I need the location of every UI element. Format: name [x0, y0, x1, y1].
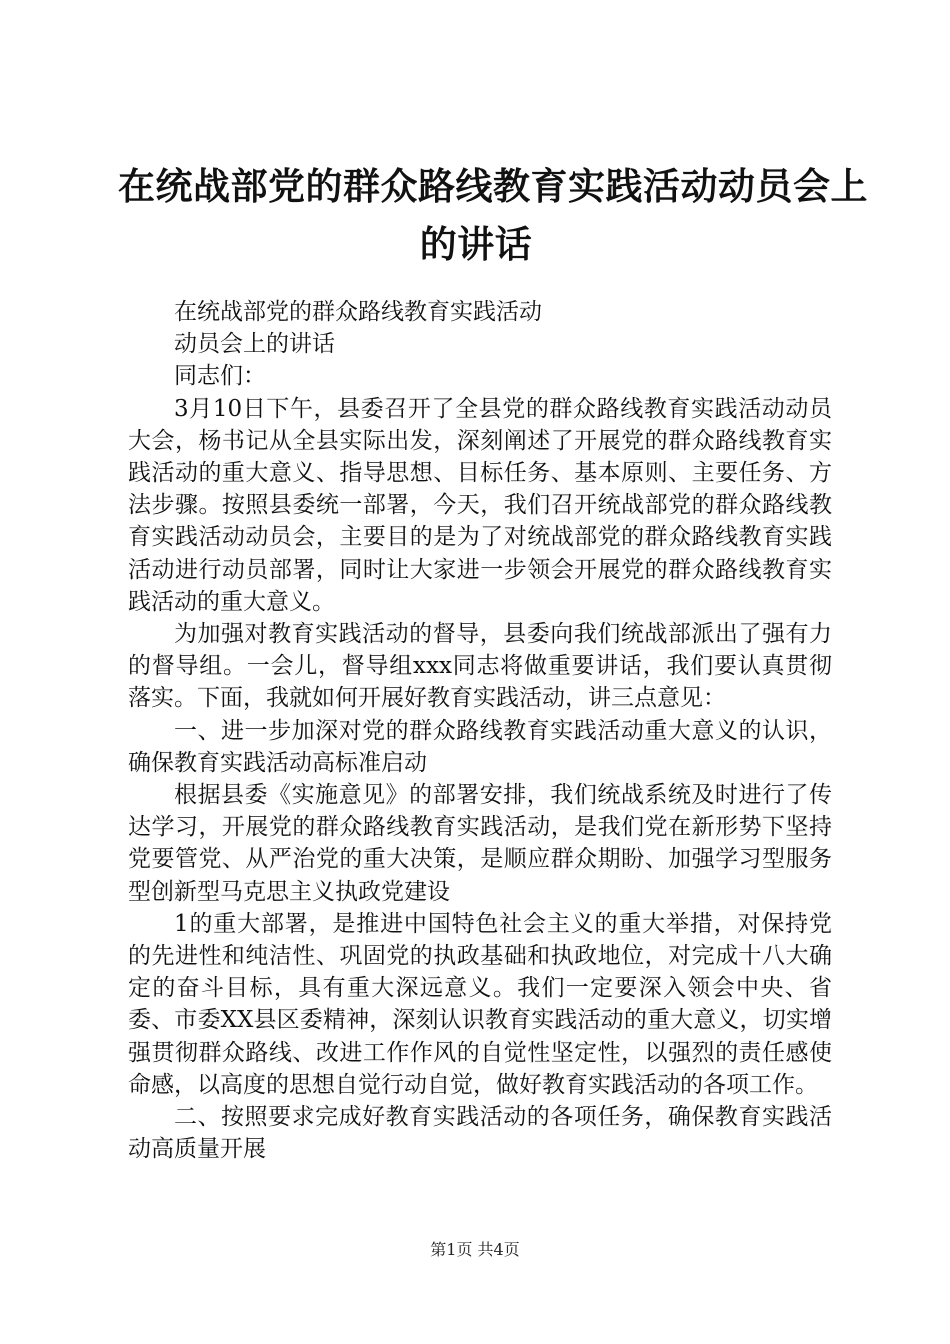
body-paragraph: 1的重大部署，是推进中国特色社会主义的重大举措，对保持党的先进性和纯洁性、巩固党的执政基础和执政地位，对完成十八大确定的奋斗目标，具有重大深远意义。我们一定要深入领会中央、省委、市委XX县区委精神，深刻认识教育实践活动的重大意义，切实增强贯彻群众路线、改进工作作风的自觉性坚定性，以强烈的责任感使命感，以高度的思想自觉行动自觉，做好教育实践活动的各项工作。 [128, 910, 832, 1098]
subtitle-line-1: 在统战部党的群众路线教育实践活动 [174, 299, 542, 325]
title-line-1: 在统战部党的群众路线教育实践活动动员会上 [118, 165, 868, 208]
document-body [128, 296, 832, 1165]
salutation: 同志们： [174, 363, 266, 390]
section-heading-1: 一、进一步加深对党的群众路线教育实践活动重大意义的认识，确保教育实践活动高标准启动 [128, 717, 832, 776]
title-line-2: 的讲话 [419, 223, 533, 266]
body-paragraph: 为加强对教育实践活动的督导，县委向我们统战部派出了强有力的督导组。一会儿，督导组xxx同志将做重要讲话，我们要认真贯彻落实。下面，我就如何开展好教育实践活动，讲三点意见： [128, 621, 832, 712]
page-footer: 第1页 共4页 [430, 1240, 520, 1259]
document-title [118, 158, 868, 274]
subtitle-line-2: 动员会上的讲话 [174, 331, 335, 358]
section-heading-2: 二、按照要求完成好教育实践活动的各项任务，确保教育实践活动高质量开展 [128, 1104, 832, 1163]
body-paragraph: 3月10日下午，县委召开了全县党的群众路线教育实践活动动员大会，杨书记从全县实际出发，深刻阐述了开展党的群众路线教育实践活动的重大意义、指导思想、目标任务、基本原则、主要任务、方法步骤。按照县委统一部署，今天，我们召开统战部党的群众路线教育实践活动动员会，主要目的是为了对统战部党的群众路线教育实践活动进行动员部署，同时让大家进一步领会开展党的群众路线教育实践活动的重大意义。 [128, 395, 832, 615]
body-paragraph: 根据县委《实施意见》的部署安排，我们统战系统及时进行了传达学习，开展党的群众路线教育实践活动，是我们党在新形势下坚持党要管党、从严治党的重大决策，是顺应群众期盼、加强学习型服务型创新型马克思主义执政党建设 [128, 782, 832, 905]
